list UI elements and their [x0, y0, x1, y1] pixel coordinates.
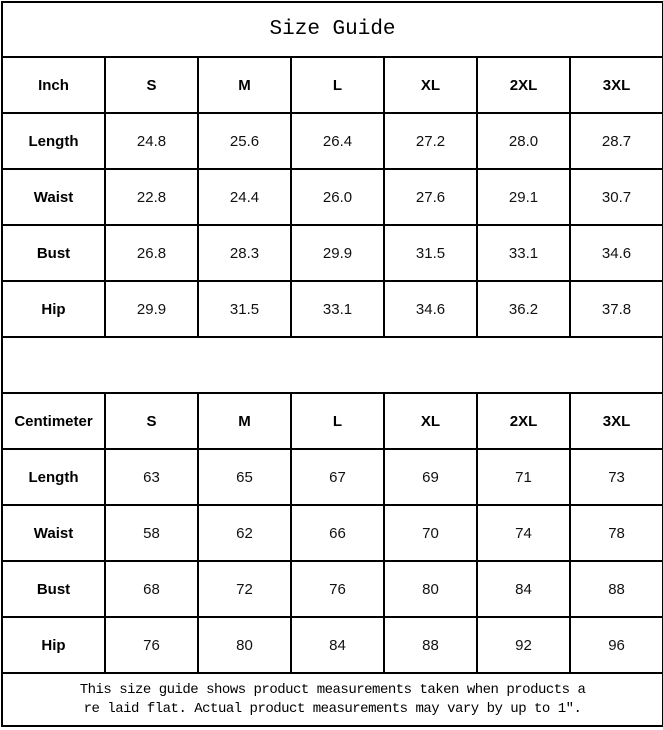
row-label-waist: Waist: [2, 505, 105, 561]
inch-size-header-l: L: [291, 57, 384, 113]
cm-size-header-l: L: [291, 393, 384, 449]
footer-row: [2, 673, 663, 726]
value-cell: 34.6: [384, 281, 477, 337]
value-cell: 80: [384, 561, 477, 617]
value-cell: 33.1: [477, 225, 570, 281]
value-cell: 24.8: [105, 113, 198, 169]
value-cell: 26.4: [291, 113, 384, 169]
value-cell: 74: [477, 505, 570, 561]
value-cell: 31.5: [198, 281, 291, 337]
table-row: [2, 449, 663, 505]
value-cell: 67: [291, 449, 384, 505]
value-cell: 96: [570, 617, 663, 673]
table-row: [2, 225, 663, 281]
value-cell: 26.8: [105, 225, 198, 281]
inch-size-header-2xl: 2XL: [477, 57, 570, 113]
value-cell: 73: [570, 449, 663, 505]
table-row: [2, 561, 663, 617]
inch-header-row: [2, 57, 663, 113]
row-label-hip: Hip: [2, 617, 105, 673]
cm-size-header-xl: XL: [384, 393, 477, 449]
value-cell: 34.6: [570, 225, 663, 281]
value-cell: 84: [477, 561, 570, 617]
value-cell: 76: [105, 617, 198, 673]
value-cell: 33.1: [291, 281, 384, 337]
footer-note: [2, 673, 663, 726]
size-guide-table: [1, 1, 663, 727]
value-cell: 88: [384, 617, 477, 673]
spacer-row: [2, 337, 663, 393]
value-cell: 22.8: [105, 169, 198, 225]
value-cell: 28.3: [198, 225, 291, 281]
row-label-bust: Bust: [2, 225, 105, 281]
value-cell: 29.1: [477, 169, 570, 225]
inch-size-header-s: S: [105, 57, 198, 113]
value-cell: 69: [384, 449, 477, 505]
value-cell: 36.2: [477, 281, 570, 337]
value-cell: 68: [105, 561, 198, 617]
table-row: [2, 617, 663, 673]
spacer-cell: [2, 337, 663, 393]
cm-size-header-3xl: 3XL: [570, 393, 663, 449]
value-cell: 28.7: [570, 113, 663, 169]
inch-size-header-3xl: 3XL: [570, 57, 663, 113]
value-cell: 70: [384, 505, 477, 561]
value-cell: 29.9: [291, 225, 384, 281]
centimeter-header-row: [2, 393, 663, 449]
footer-note-line2: re laid flat. Actual product measurements may vary by up to 1″.: [83, 700, 582, 717]
value-cell: 66: [291, 505, 384, 561]
value-cell: 27.6: [384, 169, 477, 225]
title-row: [2, 2, 663, 57]
cm-size-header-2xl: 2XL: [477, 393, 570, 449]
value-cell: 65: [198, 449, 291, 505]
cm-size-header-m: M: [198, 393, 291, 449]
value-cell: 63: [105, 449, 198, 505]
size-guide: [1, 1, 662, 727]
value-cell: 84: [291, 617, 384, 673]
table-row: [2, 505, 663, 561]
cm-size-header-s: S: [105, 393, 198, 449]
value-cell: 80: [198, 617, 291, 673]
value-cell: 29.9: [105, 281, 198, 337]
value-cell: 58: [105, 505, 198, 561]
value-cell: 25.6: [198, 113, 291, 169]
footer-note-line1: This size guide shows product measurements taken when products a: [79, 681, 586, 698]
value-cell: 62: [198, 505, 291, 561]
table-row: [2, 281, 663, 337]
value-cell: 88: [570, 561, 663, 617]
row-label-bust: Bust: [2, 561, 105, 617]
inch-size-header-m: M: [198, 57, 291, 113]
centimeter-unit-header: Centimeter: [2, 393, 105, 449]
row-label-waist: Waist: [2, 169, 105, 225]
value-cell: 72: [198, 561, 291, 617]
value-cell: 27.2: [384, 113, 477, 169]
value-cell: 78: [570, 505, 663, 561]
value-cell: 24.4: [198, 169, 291, 225]
table-row: [2, 113, 663, 169]
page-title: Size Guide: [2, 2, 663, 57]
value-cell: 37.8: [570, 281, 663, 337]
value-cell: 92: [477, 617, 570, 673]
value-cell: 26.0: [291, 169, 384, 225]
value-cell: 30.7: [570, 169, 663, 225]
row-label-length: Length: [2, 113, 105, 169]
inch-size-header-xl: XL: [384, 57, 477, 113]
value-cell: 71: [477, 449, 570, 505]
row-label-hip: Hip: [2, 281, 105, 337]
value-cell: 28.0: [477, 113, 570, 169]
row-label-length: Length: [2, 449, 105, 505]
value-cell: 31.5: [384, 225, 477, 281]
value-cell: 76: [291, 561, 384, 617]
table-row: [2, 169, 663, 225]
inch-unit-header: Inch: [2, 57, 105, 113]
